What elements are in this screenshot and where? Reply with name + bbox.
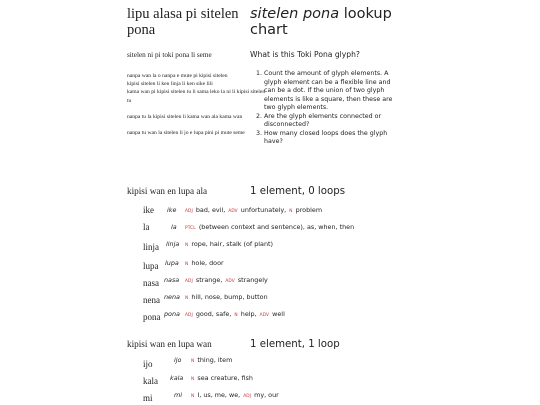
entry-ike [127, 205, 467, 220]
section-label: kipisi wan en lupa wan [127, 339, 212, 349]
pos-tag: N [191, 377, 195, 382]
def-text: strangely [237, 276, 268, 284]
entry-ijo [127, 355, 467, 370]
definition [184, 222, 354, 234]
step-3: 3. How many closed loops does the glyph have? [264, 130, 400, 147]
glyph-ijo: ijo [174, 356, 182, 364]
pos-tag: N [185, 243, 189, 248]
entry-la [127, 222, 467, 237]
entry-kala [127, 373, 467, 388]
pos-tag: N [191, 394, 195, 399]
word-label: mi [143, 393, 153, 403]
step-1: 1. Count the amount of glyph elements. A glyph element can be a flexible line and can be a dot. If the union of two glyph elements is like a square, then these are two glyph elements. [264, 70, 400, 113]
definition [190, 373, 253, 385]
pos-tag: ADJ [243, 394, 252, 399]
def-text: bad, evil, [195, 206, 226, 214]
subtitle-toki-pona: sitelen ni pi toki pona li seme [127, 51, 212, 59]
instruction-paragraph-5: nanpa tu wan la sitelen li jo e lupa pini pi mute seme [127, 130, 245, 137]
word-label: ike [143, 205, 154, 215]
definition [184, 275, 268, 287]
glyph-nasa: nasa [164, 276, 180, 284]
def-text: help, [240, 310, 257, 318]
pos-tag: ADJ [185, 279, 193, 284]
word-label: nena [143, 295, 160, 305]
word-label: la [143, 222, 150, 232]
def-text: hill, nose, bump, button [191, 293, 268, 301]
glyph-kala: kala [170, 374, 184, 382]
step-2: 2. Are the glyph elements connected or disconnected? [264, 113, 400, 130]
glyph-pona: pona [164, 310, 180, 318]
def-text: (between context and sentence), as, when, then [198, 223, 355, 231]
def-text: well [272, 310, 285, 318]
word-label: pona [143, 312, 161, 322]
pos-tag: PTCL [185, 226, 196, 231]
right-column [250, 6, 400, 147]
definition [190, 355, 232, 367]
def-text: I, us, me, we, [197, 391, 241, 399]
entry-pona [127, 309, 467, 324]
glyph-linja: linja [166, 240, 180, 248]
pos-tag: ADV [228, 209, 238, 214]
pos-tag: N [185, 262, 189, 267]
def-text: sea creature, fish [197, 374, 253, 382]
def-text: unfortunately, [240, 206, 287, 214]
entry-lupa [127, 258, 467, 273]
definition [184, 292, 268, 304]
def-text: rope, hair, stalk (of plant) [191, 240, 273, 248]
instruction-steps [250, 70, 400, 147]
def-text: my, our [254, 391, 279, 399]
pos-tag: N [191, 359, 195, 364]
pos-tag: N [289, 209, 293, 214]
def-text: good, safe, [195, 310, 232, 318]
instruction-paragraph-3: kama wan pi kipisi sitelen tu li sama leko la ni li kipisi sitelen tu [127, 89, 266, 104]
glyph-nena: nena [164, 293, 180, 301]
left-column [127, 6, 267, 145]
definition [184, 205, 322, 217]
pos-tag: ADV [225, 279, 235, 284]
section-label: kipisi wan en lupa ala [127, 186, 208, 196]
subtitle-english: What is this Toki Pona glyph? [250, 50, 360, 59]
pos-tag: ADJ [185, 313, 193, 318]
def-text: thing, item [197, 356, 233, 364]
word-label: ijo [143, 359, 153, 369]
section-heading: 1 element, 1 loop [250, 339, 340, 350]
pos-tag: N [234, 313, 238, 318]
definition [184, 258, 224, 270]
definition [190, 390, 279, 402]
instruction-paragraph-2: kipisi sitelen li ken linja li ken sike lili [127, 81, 213, 88]
title-rest-part: lookup chart [250, 6, 392, 38]
definition [184, 239, 273, 251]
word-label: nasa [143, 278, 159, 288]
word-label: lupa [143, 261, 159, 271]
pos-tag: N [185, 296, 189, 301]
def-text: strange, [195, 276, 223, 284]
glyph-ike: ike [167, 206, 177, 214]
page-title-english [250, 6, 400, 38]
definition [184, 309, 285, 321]
word-label: kala [143, 376, 158, 386]
entry-nena [127, 292, 467, 307]
def-text: hole, door [191, 259, 224, 267]
entry-mi [127, 390, 467, 405]
instruction-paragraph-1: nanpa wan la o nanpa e mute pi kipisi sitelen [127, 73, 228, 79]
entry-linja [127, 239, 467, 254]
glyph-lupa: lupa [165, 259, 179, 267]
def-text: problem [295, 206, 323, 214]
page-title-toki-pona: lipu alasa pi sitelen pona [127, 6, 239, 38]
instruction-paragraph-4: nanpa tu la kipisi sitelen li kama wan ala kama wan [127, 113, 243, 120]
word-label: linja [143, 242, 159, 252]
glyph-mi: mi [174, 391, 183, 399]
entry-nasa [127, 275, 467, 290]
pos-tag: ADJ [185, 209, 193, 214]
section-heading: 1 element, 0 loops [250, 186, 345, 197]
glyph-la: la [171, 223, 177, 231]
pos-tag: ADV [259, 313, 270, 318]
title-italic-part: sitelen pona [250, 6, 340, 22]
